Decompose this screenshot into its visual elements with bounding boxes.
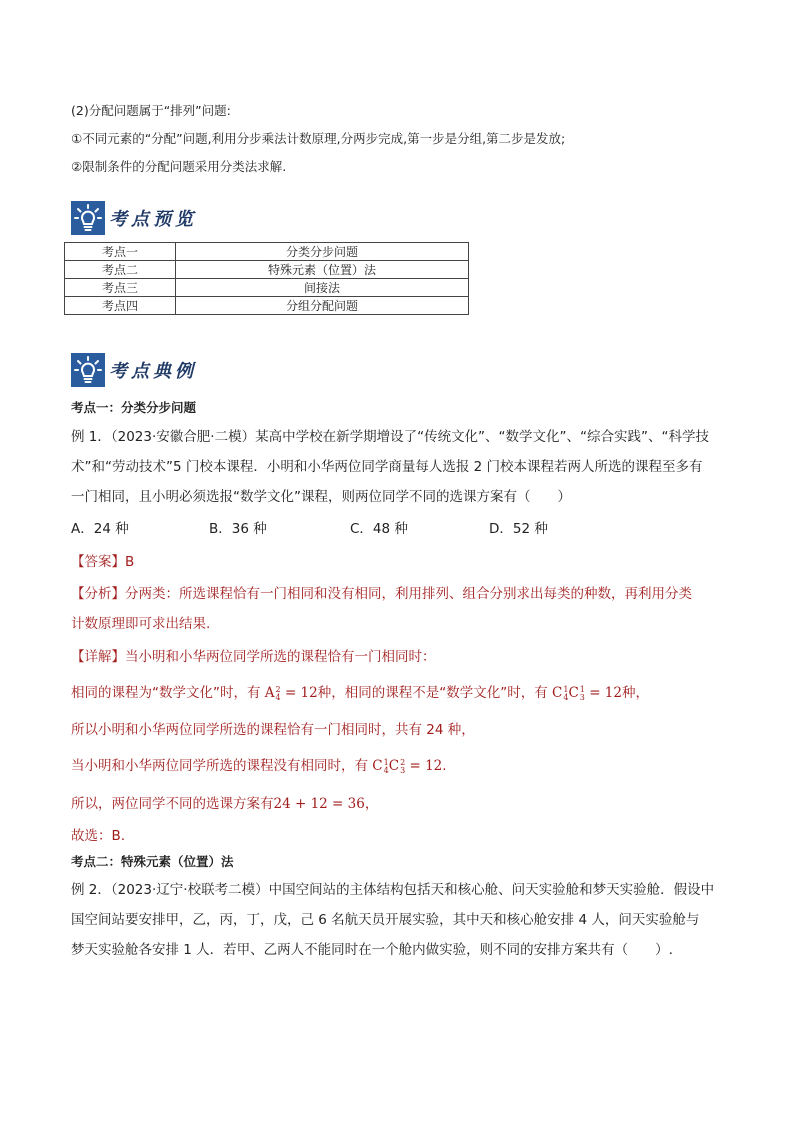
overview-value: 分组分配问题 xyxy=(176,297,469,315)
detail-line-5 xyxy=(71,792,378,812)
option-a: A．24 种 xyxy=(71,521,129,537)
examples-banner xyxy=(71,352,197,388)
intro-line-2: ①不同元素的“分配”问题,利用分步乘法计数原理,分两步完成,第一步是分组,第二步是发放; xyxy=(71,131,566,146)
answer-line xyxy=(71,550,134,570)
overview-banner xyxy=(71,200,197,236)
analysis-line-1 xyxy=(71,582,692,602)
formula-value: = 12 xyxy=(284,685,318,701)
topic2-question-line-3: 梦天实验舱各安排 1 人．若甲、乙两人不能同时在一个舱内做实验，则不同的安排方案共有（ ）. xyxy=(71,942,673,958)
topic1-question-line-3: 一门相同，且小明必须选报“数学文化”课程，则两位同学不同的选课方案有（ ） xyxy=(71,489,571,505)
detail-line-1 xyxy=(71,645,436,665)
overview-value: 间接法 xyxy=(176,279,469,297)
detail-text: 相同的课程为“数学文化”时，有 xyxy=(71,685,261,701)
formula-value: = 12 xyxy=(409,758,443,774)
table-row xyxy=(65,243,469,261)
detail-tag: 【详解】 xyxy=(71,649,125,665)
formula-a-4-2: A 2 4 = 12 xyxy=(264,684,318,702)
topic2-question-line-2: 国空间站要安排甲，乙，丙，丁，戊，己 6 名航天员开展实验，其中天和核心舱安排 4 人，问天实验舱与 xyxy=(71,912,700,928)
detail-text: 种，相同的课程不是“数学文化”时，有 xyxy=(317,685,548,701)
analysis-tag: 【分析】 xyxy=(71,586,125,602)
answer-tag: 【答案】 xyxy=(71,554,125,570)
conclusion: 故选：B. xyxy=(71,828,126,844)
lightbulb-icon xyxy=(71,353,105,387)
table-row xyxy=(65,261,469,279)
overview-key: 考点一 xyxy=(65,243,176,261)
topic1-heading: 考点一：分类分步问题 xyxy=(71,400,197,415)
detail-line-2 xyxy=(71,681,649,702)
overview-table xyxy=(64,242,469,315)
topic1-question-line-2: 术”和“劳动技术”5 门校本课程．小明和小华两位同学商量每人选报 2 门校本课程若两人所选的课程至多有 xyxy=(71,459,703,475)
detail-text-1: 当小明和小华两位同学所选的课程恰有一门相同时： xyxy=(125,649,436,665)
topic2-question-line-1: 例 2．（2023·辽宁·校联考二模）中国空间站的主体结构包括天和核心舱、问天实验舱和梦天实验舱．假设中 xyxy=(71,882,715,898)
detail-text: 种， xyxy=(621,685,649,701)
answer-value: B xyxy=(125,554,135,570)
table-row xyxy=(65,297,469,315)
overview-title: 考点预览 xyxy=(109,209,197,230)
analysis-line-2: 计数原理即可求出结果. xyxy=(71,616,211,632)
overview-key: 考点二 xyxy=(65,261,176,279)
detail-text: . xyxy=(442,758,447,774)
formula-c-c-2: C 1 4 C 2 3 = 12 xyxy=(372,757,443,775)
detail-line-3: 所以小明和小华两位同学所选的课程恰有一门相同时，共有 24 种， xyxy=(71,722,475,738)
examples-title: 考点典例 xyxy=(109,361,197,382)
detail-line-4 xyxy=(71,754,447,775)
topic1-question-line-1: 例 1．（2023·安徽合肥·二模）某高中学校在新学期增设了“传统文化”、“数学文化”、“综合实践”、“科学技 xyxy=(71,429,710,445)
detail-text: 所以，两位同学不同的选课方案有 xyxy=(71,796,274,812)
formula-c-c: C 1 4 C 1 3 = 12 xyxy=(552,684,622,702)
overview-value: 特殊元素（位置）法 xyxy=(176,261,469,279)
analysis-text-1: 分两类：所选课程恰有一门相同和没有相同，利用排列、组合分别求出每类的种数，再利用分类 xyxy=(125,586,692,602)
overview-key: 考点三 xyxy=(65,279,176,297)
topic2-heading: 考点二：特殊元素（位置）法 xyxy=(71,854,234,869)
intro-line-3: ②限制条件的分配问题采用分类法求解. xyxy=(71,159,287,174)
detail-text: ， xyxy=(364,796,379,812)
intro-line-1: (2)分配问题属于“排列”问题: xyxy=(71,103,231,118)
option-d: D．52 种 xyxy=(489,521,548,537)
option-c: C．48 种 xyxy=(350,521,408,537)
overview-key: 考点四 xyxy=(65,297,176,315)
formula-value: = 12 xyxy=(589,685,622,701)
table-row xyxy=(65,279,469,297)
lightbulb-icon xyxy=(71,201,105,235)
option-b: B．36 种 xyxy=(209,521,267,537)
formula-sum: 24 + 12 = 36 xyxy=(273,796,365,812)
detail-text: 当小明和小华两位同学所选的课程没有相同时，有 xyxy=(71,758,368,774)
overview-value: 分类分步问题 xyxy=(176,243,469,261)
